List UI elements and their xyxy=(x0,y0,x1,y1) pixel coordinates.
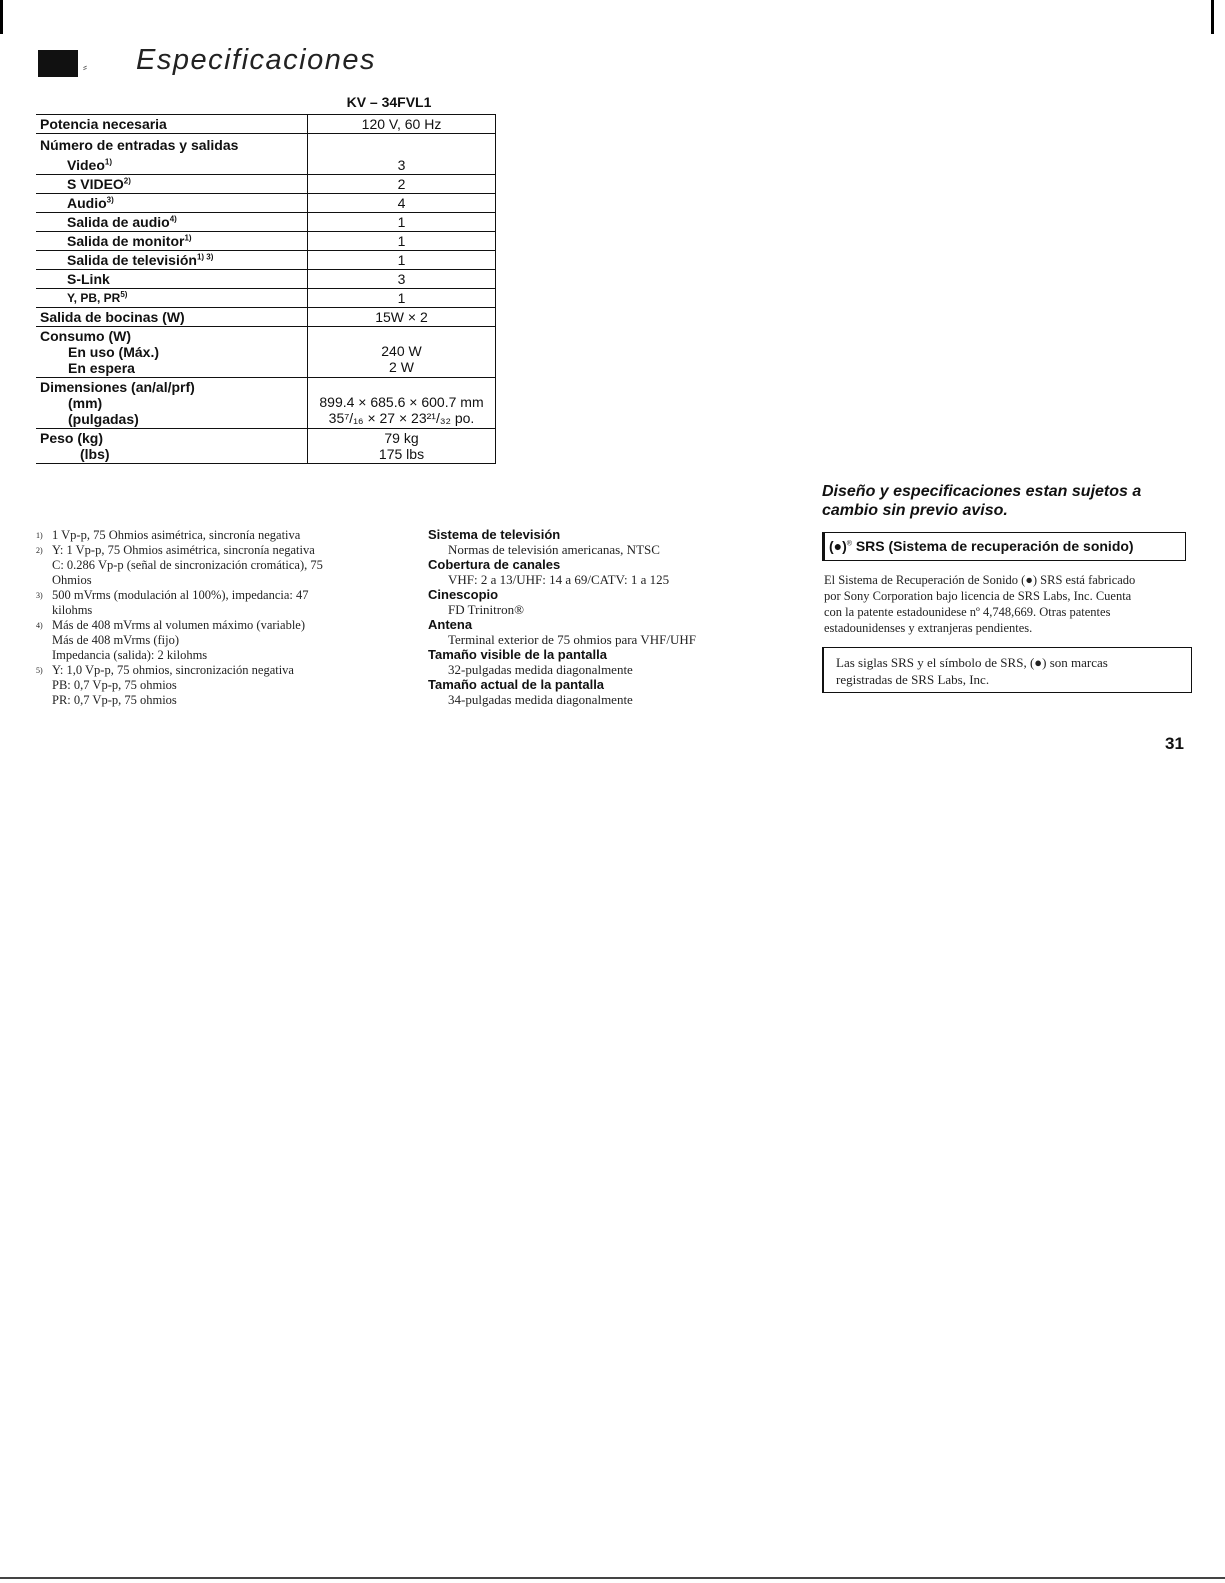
row-value: 120 V, 60 Hz xyxy=(308,115,496,134)
table-row xyxy=(36,174,496,193)
spec-heading: Cinescopio xyxy=(428,587,499,602)
spec-heading: Sistema de televisión xyxy=(428,527,561,542)
row-value: 1 xyxy=(308,212,496,231)
registered-mark: ® xyxy=(846,540,852,548)
row-value: 3 xyxy=(308,269,496,288)
footnote-line: Más de 408 mVrms al volumen máximo (variable) xyxy=(52,618,306,632)
footnote-ref: 1) xyxy=(184,232,192,242)
table-row xyxy=(36,115,496,134)
spec-heading: Tamaño visible de la pantalla xyxy=(428,647,607,662)
footnote xyxy=(36,528,381,543)
row-label-text: Audio xyxy=(67,194,107,211)
row-label-text: Salida de audio xyxy=(67,213,170,230)
table-row xyxy=(36,250,496,269)
row-label-text: Y, PB, PR xyxy=(67,291,121,305)
footnote-ref: 2) xyxy=(123,175,131,185)
footnote-line: Ohmios xyxy=(52,573,92,587)
row-label xyxy=(36,174,308,193)
footnotes xyxy=(36,528,381,708)
row-label-text: Dimensiones (an/al/prf) xyxy=(40,378,195,395)
paragraph-line: El Sistema de Recuperación de Sonido (●) SRS está fabricado xyxy=(824,573,1136,587)
row-label: Potencia necesaria xyxy=(36,115,308,134)
row-label-text: Salida de monitor xyxy=(67,232,185,249)
footnote-line: C: 0.286 Vp-p (señal de sincronización cromática), 75 xyxy=(52,558,323,572)
spec-detail: 34-pulgadas medida diagonalmente xyxy=(448,692,633,707)
table-row xyxy=(36,307,496,326)
table-row xyxy=(36,231,496,250)
row-label: Salida de bocinas (W) xyxy=(36,307,308,326)
footnote-number: 2) xyxy=(36,546,43,555)
trademark-line: registradas de SRS Labs, Inc. xyxy=(836,672,990,687)
footnote-number: 1) xyxy=(36,531,43,540)
row-value-text: 35⁷/₁₆ × 27 × 23²¹/₃₂ po. xyxy=(328,410,475,426)
row-label-text: Consumo (W) xyxy=(40,327,131,344)
row-value-text: 79 kg xyxy=(384,429,419,446)
srs-heading xyxy=(829,538,1134,554)
row-label-text: S VIDEO xyxy=(67,175,124,192)
page-title: Especificaciones xyxy=(136,44,376,76)
row-label: S-Link xyxy=(36,269,308,288)
row-value: 1 xyxy=(308,288,496,307)
row-value-text: 2 W xyxy=(389,359,414,375)
row-label xyxy=(36,156,308,175)
spec-detail: 32-pulgadas medida diagonalmente xyxy=(448,662,633,677)
footnote-number: 3) xyxy=(36,591,43,600)
row-label xyxy=(36,326,308,377)
footnote-ref: 1) 3) xyxy=(196,251,214,261)
row-label xyxy=(36,288,308,307)
table-row xyxy=(36,134,496,156)
table-row xyxy=(36,377,496,428)
footnote-ref: 4) xyxy=(169,213,177,223)
srs-description xyxy=(824,572,1189,636)
scan-speck-icon: ⸗ xyxy=(83,60,87,74)
row-label-text: Peso (kg) xyxy=(40,429,104,446)
section-marker-icon xyxy=(38,50,78,77)
spec-heading: Cobertura de canales xyxy=(428,557,561,572)
row-value: 1 xyxy=(308,250,496,269)
table-row xyxy=(36,212,496,231)
trademark-box xyxy=(822,647,1192,693)
table-row xyxy=(36,326,496,377)
srs-logo-icon: (●) xyxy=(829,538,847,554)
paragraph-line: por Sony Corporation bajo licencia de SRS Labs, Inc. Cuenta xyxy=(824,589,1132,603)
row-label xyxy=(36,193,308,212)
row-label xyxy=(36,377,308,428)
table-row xyxy=(36,269,496,288)
footnote-line: Y: 1 Vp-p, 75 Ohmios asimétrica, sincronía negativa xyxy=(52,543,315,557)
footnote-line: Impedancia (salida): 2 kilohms xyxy=(52,648,208,662)
bottom-rule xyxy=(0,1577,1225,1579)
paragraph-line: con la patente estadounidese nº 4,748,669. Otras patentes xyxy=(824,605,1111,619)
row-value: 1 xyxy=(308,231,496,250)
footnote xyxy=(36,663,381,708)
row-label xyxy=(36,212,308,231)
row-sublabel: En espera xyxy=(68,359,135,376)
row-label xyxy=(36,231,308,250)
row-value: 4 xyxy=(308,193,496,212)
row-value: 15W × 2 xyxy=(308,307,496,326)
table-row xyxy=(36,156,496,175)
change-notice: Diseño y especificaciones estan sujetos a cambio sin previo aviso. xyxy=(822,483,1142,519)
footnote xyxy=(36,618,381,663)
scan-edge-left xyxy=(0,0,3,34)
spec-detail: FD Trinitron® xyxy=(448,602,524,617)
spec-heading: Tamaño actual de la pantalla xyxy=(428,677,605,692)
row-sublabel: (pulgadas) xyxy=(68,410,139,427)
row-label xyxy=(36,428,308,463)
row-label-text: Video xyxy=(67,156,105,173)
footnote-number: 4) xyxy=(36,621,43,630)
row-sublabel: (mm) xyxy=(68,394,103,411)
row-sublabel: (lbs) xyxy=(80,445,110,462)
footnote xyxy=(36,588,381,618)
model-heading: KV – 34FVL1 xyxy=(346,94,432,110)
footnote-line: 1 Vp-p, 75 Ohmios asimétrica, sincronía negativa xyxy=(52,528,301,542)
footnote-ref: 1) xyxy=(104,156,112,166)
srs-heading-box xyxy=(822,532,1186,561)
row-value-text: 899.4 × 685.6 × 600.7 mm xyxy=(319,394,484,410)
footnote-ref: 3) xyxy=(106,194,114,204)
row-value xyxy=(308,377,496,428)
spec-detail: VHF: 2 a 13/UHF: 14 a 69/CATV: 1 a 125 xyxy=(448,572,670,587)
scan-edge-right xyxy=(1211,0,1214,34)
system-specs xyxy=(428,527,768,707)
footnote-ref: 5) xyxy=(120,290,128,299)
srs-title-text: SRS (Sistema de recuperación de sonido) xyxy=(855,538,1134,554)
row-value-text: 175 lbs xyxy=(378,445,425,462)
footnote-number: 5) xyxy=(36,666,43,675)
row-value: 2 xyxy=(308,174,496,193)
row-label: Número de entradas y salidas xyxy=(40,136,239,153)
table-row xyxy=(36,193,496,212)
row-value-empty xyxy=(308,134,496,156)
table-row xyxy=(36,428,496,463)
spec-heading: Antena xyxy=(428,617,473,632)
footnote-line: 500 mVrms (modulación al 100%), impedancia: 47 xyxy=(52,588,309,602)
spec-detail: Normas de televisión americanas, NTSC xyxy=(448,542,660,557)
footnote-line: PB: 0,7 Vp-p, 75 ohmios xyxy=(52,678,177,692)
row-value-text: 240 W xyxy=(381,343,422,359)
row-value xyxy=(308,428,496,463)
trademark-line: Las siglas SRS y el símbolo de SRS, (●) son marcas xyxy=(836,655,1108,670)
row-value: 3 xyxy=(308,156,496,175)
table-row xyxy=(36,288,496,307)
row-value xyxy=(308,326,496,377)
spec-detail: Terminal exterior de 75 ohmios para VHF/UHF xyxy=(448,632,696,647)
page-number: 31 xyxy=(1165,734,1184,753)
footnote-line: Más de 408 mVrms (fijo) xyxy=(52,633,180,647)
spec-table xyxy=(36,114,496,464)
footnote-line: Y: 1,0 Vp-p, 75 ohmios, sincronización negativa xyxy=(52,663,294,677)
paragraph-line: estadounidenses y extranjeras pendientes. xyxy=(824,621,1033,635)
row-label-text: Salida de televisión xyxy=(67,251,197,268)
footnote-line: PR: 0,7 Vp-p, 75 ohmios xyxy=(52,693,177,707)
row-sublabel: En uso (Máx.) xyxy=(68,343,160,360)
footnote xyxy=(36,543,381,588)
footnote-line: kilohms xyxy=(52,603,93,617)
row-label xyxy=(36,250,308,269)
